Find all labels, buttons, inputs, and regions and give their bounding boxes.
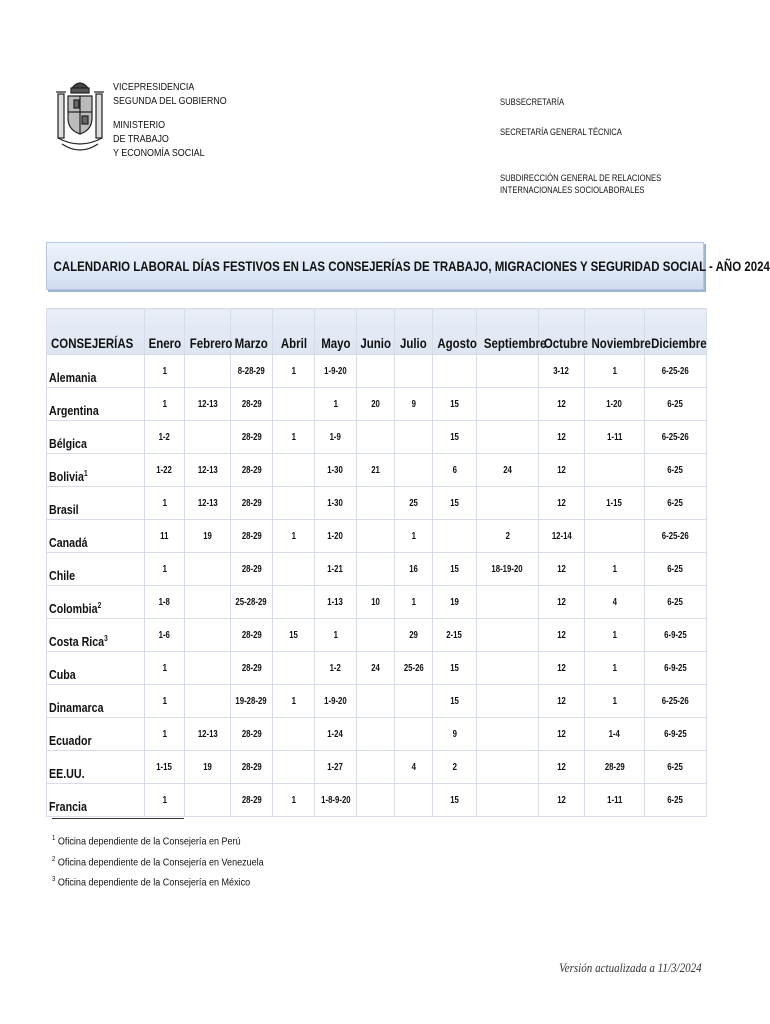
holiday-cell: 12 [539,718,585,751]
holiday-cell: 6-25 [645,454,707,487]
holiday-cell [185,685,231,718]
holiday-cell: 19 [185,520,231,553]
holiday-cell: 15 [433,553,477,586]
holiday-cell: 1-8-9-20 [315,784,357,817]
column-header-label: Abril [280,335,307,351]
holiday-cell: 2 [433,751,477,784]
table-row [47,718,707,751]
holiday-cell: 1 [273,784,315,817]
column-header-month [433,309,477,355]
holiday-cell: 1-21 [315,553,357,586]
gov-line: MINISTERIO [113,119,166,131]
holiday-cell [585,454,645,487]
gov-line: SEGUNDA DEL GOBIERNO [113,95,227,107]
holiday-cell: 28-29 [585,751,645,784]
holiday-cell: 12 [539,619,585,652]
column-header-label: Septiembre [483,335,547,351]
table-row [47,652,707,685]
holiday-cell: 12-13 [185,454,231,487]
country-name: Alemania [49,370,97,385]
holiday-cell [273,751,315,784]
subsecretaria-label: SUBSECRETARÍA [500,97,565,107]
column-header-month [585,309,651,355]
holiday-cell [357,751,395,784]
holiday-cell: 15 [433,388,477,421]
document-title-bar [46,242,770,290]
table-row [47,685,707,718]
holiday-cell: 28-29 [231,454,273,487]
holiday-cell [433,520,477,553]
table-header-row [47,309,707,355]
holiday-cell [357,487,395,520]
holiday-cell: 1-6 [145,619,185,652]
table-row [47,553,707,586]
column-header-label: Noviembre [591,335,651,351]
holiday-cell: 15 [433,421,477,454]
holiday-cell: 6-25-26 [645,520,707,553]
country-name: Ecuador [49,733,92,748]
footnote-mark: 2 [52,855,56,863]
footnote [52,830,264,851]
holiday-cell [185,652,231,685]
subdireccion-line: INTERNACIONALES SOCIOLABORALES [500,185,645,195]
table-row [47,520,707,553]
holiday-cell: 1 [273,355,315,388]
holiday-cell: 6-25-26 [645,421,707,454]
holiday-cell: 12 [539,685,585,718]
holiday-cell: 6-25 [645,751,707,784]
holiday-cell: 15 [433,487,477,520]
secretaria-label: SECRETARÍA GENERAL TÉCNICA [500,127,622,137]
country-name: Cuba [49,667,76,682]
holiday-cell [185,421,231,454]
holiday-cell: 1-30 [315,454,357,487]
country-cell [47,421,145,454]
holiday-cell: 1-24 [315,718,357,751]
country-name: Argentina [49,403,99,418]
holiday-cell [433,355,477,388]
holiday-cell: 6-25 [645,553,707,586]
holiday-cell [357,784,395,817]
holiday-cell: 1 [273,520,315,553]
holiday-cell: 1 [145,685,185,718]
column-header-label: Febrero [189,335,233,351]
holiday-cell: 1-8 [145,586,185,619]
column-header-label: Mayo [320,335,351,351]
holiday-cell [477,784,539,817]
holiday-cell: 12 [539,487,585,520]
holiday-cell [357,421,395,454]
holiday-cell [273,586,315,619]
holiday-cell [477,619,539,652]
holiday-cell: 1 [145,355,185,388]
holiday-cell: 12 [539,454,585,487]
country-name: Chile [49,568,76,583]
holiday-cell: 11 [145,520,185,553]
holiday-cell [395,355,433,388]
holiday-cell: 25 [395,487,433,520]
footnote-text: Oficina dependiente de la Consejería en Perú [57,835,241,848]
holiday-cell: 1-20 [585,388,645,421]
holiday-cell [357,355,395,388]
column-header-label: Octubre [543,335,588,351]
country-cell [47,619,145,652]
column-header-label: CONSEJERÍAS [51,335,134,351]
holiday-cell [185,586,231,619]
footnote-marker: 2 [97,600,102,610]
holiday-cell: 12 [539,553,585,586]
holiday-cell: 1-27 [315,751,357,784]
country-name: Bélgica [49,436,87,451]
holiday-cell [477,388,539,421]
holiday-cell: 4 [585,586,645,619]
column-header-label: Enero [148,335,182,351]
holiday-cell: 1-2 [315,652,357,685]
country-cell [47,487,145,520]
column-header-label: Marzo [234,335,269,351]
holiday-cell: 28-29 [231,553,273,586]
holiday-cell [395,685,433,718]
column-header-month [395,309,433,355]
table-row [47,784,707,817]
holiday-cell: 9 [433,718,477,751]
holiday-cell: 12-13 [185,388,231,421]
footnote-divider [52,818,184,819]
column-header-month [231,309,273,355]
column-header-month [145,309,185,355]
holiday-cell: 1 [145,553,185,586]
holiday-cell: 1-2 [145,421,185,454]
country-name: Costa Rica$^3$ [49,633,108,649]
holiday-cell: 1 [145,388,185,421]
country-cell [47,685,145,718]
holiday-cell: 28-29 [231,388,273,421]
holiday-cell: 6-25 [645,388,707,421]
department-header [500,96,661,196]
holiday-cell: 6-9-25 [645,718,707,751]
country-cell [47,718,145,751]
holiday-cell: 12-13 [185,718,231,751]
holiday-cell: 15 [433,784,477,817]
table-row [47,619,707,652]
holiday-cell: 12 [539,784,585,817]
holiday-cell: 10 [357,586,395,619]
holiday-cell: 12-14 [539,520,585,553]
column-header-consejerias [47,309,145,355]
holiday-cell: 1 [273,685,315,718]
holiday-cell: 2-15 [433,619,477,652]
holiday-cell: 1-13 [315,586,357,619]
holiday-cell: 1 [145,652,185,685]
footnote-mark: 3 [52,876,56,883]
holiday-cell: 29 [395,619,433,652]
holiday-cell: 28-29 [231,487,273,520]
column-header-label: Diciembre [651,335,707,351]
holiday-cell: 1 [585,553,645,586]
country-cell [47,784,145,817]
table-row [47,487,707,520]
holiday-cell: 1-9-20 [315,355,357,388]
holiday-cell: 25-26 [395,652,433,685]
ministry-header [113,80,227,160]
holiday-cell: 1 [395,520,433,553]
holiday-cell: 28-29 [231,520,273,553]
holiday-cell: 1-22 [145,454,185,487]
holiday-cell [395,421,433,454]
holiday-cell: 1 [145,784,185,817]
holiday-cell: 12 [539,421,585,454]
gov-line: VICEPRESIDENCIA [113,81,195,93]
country-name: Bolivia$^1$ [49,468,88,484]
holiday-cell [477,751,539,784]
holiday-cell: 20 [357,388,395,421]
holiday-cell [357,619,395,652]
footnote-mark: 1 [52,835,56,842]
holiday-cell [185,355,231,388]
holiday-cell [477,421,539,454]
holiday-cell: 12 [539,751,585,784]
holiday-cell: 1 [585,652,645,685]
country-cell [47,553,145,586]
holiday-cell [357,553,395,586]
country-cell [47,454,145,487]
holiday-cell: 15 [433,685,477,718]
column-header-month [477,309,547,355]
holiday-cell [585,520,645,553]
holiday-cell: 6-9-25 [645,652,707,685]
holiday-cell: 6-9-25 [645,619,707,652]
holiday-cell [477,487,539,520]
holiday-cell: 19-28-29 [231,685,273,718]
table-row [47,388,707,421]
subdireccion-line: SUBDIRECCIÓN GENERAL DE RELACIONES [500,173,662,183]
footnote-marker: 3 [104,633,108,643]
holiday-cell: 28-29 [231,652,273,685]
column-header-label: Julio [400,335,427,351]
holiday-cell [395,718,433,751]
holiday-cell: 12-13 [185,487,231,520]
holiday-cell [185,619,231,652]
holiday-cell: 19 [185,751,231,784]
holiday-cell: 4 [395,751,433,784]
document-title: CALENDARIO LABORAL DÍAS FESTIVOS EN LAS CONSEJERÍAS DE TRABAJO, MIGRACIONES Y SEGURIDAD SOCIAL - AÑO 2024 [53,258,770,274]
holiday-cell [273,487,315,520]
country-cell [47,520,145,553]
holiday-cell: 3-12 [539,355,585,388]
column-header-label: Junio [360,335,391,351]
holiday-cell: 6-25 [645,586,707,619]
holiday-cell: 18-19-20 [477,553,539,586]
holiday-cell [185,784,231,817]
holiday-cell: 1 [585,619,645,652]
column-header-month [645,309,707,355]
holiday-cell: 1 [585,355,645,388]
footnote [52,851,264,872]
holiday-cell: 12 [539,388,585,421]
holiday-cell [273,454,315,487]
holiday-cell: 1-9 [315,421,357,454]
holiday-cell: 1-20 [315,520,357,553]
footnote [52,871,264,892]
column-header-label: Agosto [437,335,477,351]
holiday-cell: 28-29 [231,784,273,817]
holiday-cell [477,718,539,751]
holiday-cell: 21 [357,454,395,487]
holiday-cell [357,718,395,751]
holiday-cell: 19 [433,586,477,619]
holiday-cell: 1 [395,586,433,619]
holiday-cell: 12 [539,586,585,619]
holiday-cell: 1-15 [585,487,645,520]
holiday-cell: 25-28-29 [231,586,273,619]
version-note: Versión actualizada a 11/3/2024 [559,960,702,975]
country-cell [47,388,145,421]
column-header-month [539,309,588,355]
holiday-cell: 1 [585,685,645,718]
holiday-cell: 1 [145,487,185,520]
column-header-month [315,309,357,355]
holiday-cell: 9 [395,388,433,421]
holiday-cell: 28-29 [231,751,273,784]
column-header-month [185,309,231,355]
holiday-cell: 28-29 [231,421,273,454]
holiday-cell [395,454,433,487]
holiday-cell: 24 [357,652,395,685]
footnote-text: Oficina dependiente de la Consejería en México [57,876,251,889]
table-row [47,355,707,388]
holiday-cell [357,520,395,553]
column-header-month [273,309,315,355]
holiday-cell: 6-25 [645,487,707,520]
holiday-cell: 6-25 [645,784,707,817]
holiday-cell [477,652,539,685]
holiday-cell: 1 [273,421,315,454]
holiday-cell [273,718,315,751]
holiday-cell: 28-29 [231,718,273,751]
country-cell [47,586,145,619]
holiday-cell [477,586,539,619]
holiday-cell: 1 [315,619,357,652]
holiday-cell: 28-29 [231,619,273,652]
holiday-cell: 6-25-26 [645,355,707,388]
footnotes [52,830,264,892]
holiday-cell [273,652,315,685]
country-cell [47,652,145,685]
country-name: EE.UU. [49,766,85,781]
holiday-cell: 6-25-26 [645,685,707,718]
holiday-cell [477,685,539,718]
table-row [47,751,707,784]
holiday-cell: 12 [539,652,585,685]
holiday-cell: 8-28-29 [231,355,273,388]
holiday-cell: 15 [273,619,315,652]
gov-line: Y ECONOMÍA SOCIAL [113,147,205,159]
column-header-month [357,309,395,355]
country-name: Francia [49,799,87,814]
holiday-cell: 1-9-20 [315,685,357,718]
holiday-cell: 1-11 [585,784,645,817]
holiday-cell: 15 [433,652,477,685]
footnote-marker: 1 [83,468,88,478]
country-name: Dinamarca [49,700,104,715]
holiday-cell: 6 [433,454,477,487]
holiday-cell [273,553,315,586]
table-row [47,421,707,454]
holiday-cell [395,784,433,817]
holiday-cell [185,553,231,586]
footnote-text: Oficina dependiente de la Consejería en Venezuela [57,856,264,868]
holiday-cell: 24 [477,454,539,487]
holiday-cell: 1-4 [585,718,645,751]
holiday-cell: 16 [395,553,433,586]
holiday-cell: 1-15 [145,751,185,784]
country-cell [47,751,145,784]
holiday-cell: 1-11 [585,421,645,454]
coat-of-arms-logo [56,78,104,174]
holiday-cell: 1-30 [315,487,357,520]
country-name: Canadá [49,535,88,550]
holiday-cell [273,388,315,421]
gov-line: DE TRABAJO [113,133,169,145]
holiday-cell: 1 [145,718,185,751]
holiday-cell [357,685,395,718]
country-cell [47,355,145,388]
table-row [47,586,707,619]
country-name: Brasil [49,502,79,517]
table-row [47,454,707,487]
holiday-calendar-table [46,308,707,817]
holiday-cell: 1 [315,388,357,421]
country-name: Colombia$^2$ [49,600,102,616]
holiday-cell [477,355,539,388]
holiday-cell: 2 [477,520,539,553]
